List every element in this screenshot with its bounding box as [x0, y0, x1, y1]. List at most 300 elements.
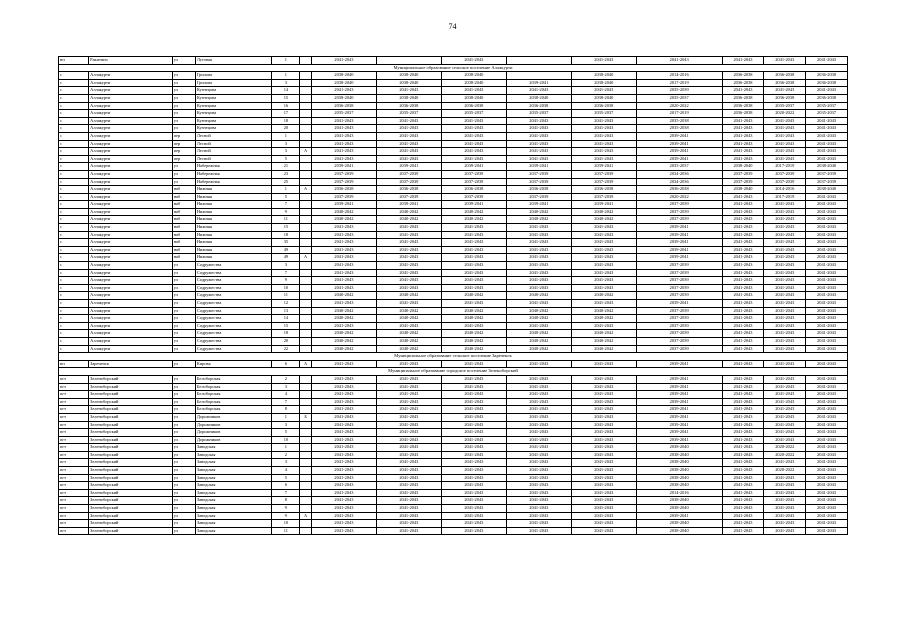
- table-cell: 2041-2043: [571, 224, 636, 232]
- table-cell: 2041-2043: [806, 140, 848, 148]
- table-cell: Аллакурти: [89, 102, 173, 110]
- table-cell: 2038-2040: [636, 451, 722, 459]
- table-cell: пгт: [59, 459, 89, 467]
- table-cell: Ракитино: [89, 57, 173, 65]
- table-cell: 2037-2039: [636, 284, 722, 292]
- table-row: [59, 474, 848, 482]
- table-cell: 23: [272, 170, 300, 178]
- table-cell: 2041-2043: [506, 140, 571, 148]
- table-cell: 2041-2043: [311, 284, 376, 292]
- table-cell: 2041-2043: [571, 497, 636, 505]
- table-cell: [300, 72, 312, 80]
- table-cell: 2041-2043: [806, 345, 848, 353]
- table-cell: 2020-2022: [764, 451, 806, 459]
- table-cell: 2036-2038: [722, 94, 764, 102]
- table-cell: 2039-2041: [636, 155, 722, 163]
- table-cell: 11: [272, 292, 300, 300]
- table-cell: Содружества: [195, 307, 272, 315]
- table-cell: 2041-2043: [441, 148, 506, 156]
- table-cell: 2041-2043: [806, 322, 848, 330]
- table-cell: 2041-2043: [722, 208, 764, 216]
- table-cell: Аллакурти: [89, 94, 173, 102]
- table-cell: 2041-2043: [441, 360, 506, 368]
- table-cell: 2: [272, 375, 300, 383]
- table-cell: 2041-2043: [376, 505, 441, 513]
- table-cell: ул: [172, 413, 195, 421]
- table-cell: 2036-2038: [806, 72, 848, 80]
- table-cell: Аллакурти: [89, 148, 173, 156]
- table-cell: 2041-2043: [806, 307, 848, 315]
- table-cell: Лесной: [195, 132, 272, 140]
- table-cell: 3: [272, 79, 300, 87]
- table-cell: 2036-2038: [806, 94, 848, 102]
- table-cell: 2038-2040: [806, 163, 848, 171]
- table-cell: наб: [172, 224, 195, 232]
- table-cell: Заводская: [195, 489, 272, 497]
- table-cell: 2038-2040: [636, 482, 722, 490]
- table-cell: с: [59, 254, 89, 262]
- table-row: [59, 262, 848, 270]
- table-cell: 2041-2043: [722, 117, 764, 125]
- table-cell: 2041-2043: [571, 231, 636, 239]
- table-cell: 2037-2039: [636, 269, 722, 277]
- table-cell: 2036-2038: [311, 102, 376, 110]
- table-cell: 2041-2043: [571, 360, 636, 368]
- table-cell: 2041-2043: [722, 429, 764, 437]
- table-cell: 2041-2043: [722, 512, 764, 520]
- table-cell: с: [59, 322, 89, 330]
- table-cell: 2041-2043: [571, 375, 636, 383]
- table-cell: 2041-2043: [376, 406, 441, 414]
- table-cell: 2038-2040: [311, 94, 376, 102]
- table-cell: 2041-2043: [376, 117, 441, 125]
- table-cell: 2041-2043: [571, 467, 636, 475]
- table-cell: 2041-2043: [764, 307, 806, 315]
- table-cell: 35: [272, 239, 300, 247]
- table-cell: пгт: [59, 467, 89, 475]
- table-cell: 2037-2039: [571, 170, 636, 178]
- table-cell: 2041-2043: [441, 482, 506, 490]
- table-cell: ул: [172, 284, 195, 292]
- table-cell: А: [300, 360, 312, 368]
- table-cell: 2038-2040: [311, 79, 376, 87]
- table-cell: 2038-2040: [636, 497, 722, 505]
- table-cell: 2038-2040: [571, 79, 636, 87]
- table-cell: ул: [172, 330, 195, 338]
- table-cell: 2041-2043: [506, 459, 571, 467]
- table-row: [59, 186, 848, 194]
- table-cell: 2041-2043: [441, 505, 506, 513]
- table-cell: 2040-2042: [571, 315, 636, 323]
- table-cell: Заводская: [195, 474, 272, 482]
- table-cell: 2035-2037: [764, 102, 806, 110]
- table-cell: 2041-2043: [441, 132, 506, 140]
- table-cell: 2041-2043: [571, 512, 636, 520]
- table-cell: с: [59, 246, 89, 254]
- table-cell: 2041-2043: [311, 459, 376, 467]
- table-cell: 2037-2039: [636, 216, 722, 224]
- table-cell: [300, 277, 312, 285]
- table-cell: нп: [59, 360, 89, 368]
- table-cell: [506, 57, 571, 65]
- table-cell: 2041-2043: [764, 140, 806, 148]
- table-cell: 2040-2042: [311, 345, 376, 353]
- table-cell: 2041-2043: [806, 360, 848, 368]
- table-cell: 2040-2042: [311, 330, 376, 338]
- table-row: [59, 231, 848, 239]
- table-cell: 2041-2043: [722, 505, 764, 513]
- table-cell: 2041-2043: [571, 406, 636, 414]
- table-cell: 2041-2043: [764, 262, 806, 270]
- table-cell: 2041-2043: [506, 375, 571, 383]
- table-cell: 2041-2043: [722, 231, 764, 239]
- table-cell: 2041-2043: [806, 398, 848, 406]
- table-cell: 2041-2043: [806, 459, 848, 467]
- table-cell: 2041-2043: [806, 451, 848, 459]
- table-cell: 2041-2043: [722, 57, 764, 65]
- table-cell: 2037-2039: [636, 307, 722, 315]
- table-cell: Заводская: [195, 482, 272, 490]
- table-cell: с: [59, 208, 89, 216]
- table-cell: Белоборская: [195, 398, 272, 406]
- table-cell: Зеленоборский: [89, 391, 173, 399]
- table-row: [59, 330, 848, 338]
- table-cell: 2037-2039: [506, 178, 571, 186]
- table-cell: 2039-2041: [311, 201, 376, 209]
- table-cell: ул: [172, 170, 195, 178]
- table-cell: с: [59, 72, 89, 80]
- table-cell: 2039-2041: [571, 201, 636, 209]
- table-cell: 2020-2022: [764, 444, 806, 452]
- table-cell: 2041-2043: [571, 140, 636, 148]
- table-cell: [300, 520, 312, 528]
- table-cell: 2041-2043: [806, 315, 848, 323]
- table-cell: с: [59, 148, 89, 156]
- table-cell: 2041-2043: [806, 216, 848, 224]
- table-cell: 2041-2043: [506, 87, 571, 95]
- table-cell: А: [300, 186, 312, 194]
- table-cell: 2041-2043: [571, 383, 636, 391]
- table-cell: Зеленоборский: [89, 398, 173, 406]
- table-cell: 2041-2043: [764, 231, 806, 239]
- table-cell: пер: [172, 132, 195, 140]
- table-cell: 2041-2043: [764, 413, 806, 421]
- table-cell: 2041-2043: [311, 148, 376, 156]
- table-cell: Дорожников: [195, 413, 272, 421]
- table-cell: пгт: [59, 413, 89, 421]
- table-cell: 2041-2043: [506, 132, 571, 140]
- table-cell: ул: [172, 375, 195, 383]
- table-cell: 2041-2043: [722, 125, 764, 133]
- table-cell: 2041-2043: [506, 436, 571, 444]
- table-cell: 2041-2043: [376, 375, 441, 383]
- table-cell: 2037-2039: [311, 193, 376, 201]
- table-cell: 7: [272, 201, 300, 209]
- table-row: [59, 322, 848, 330]
- table-cell: с: [59, 79, 89, 87]
- table-cell: 2035-2038: [636, 117, 722, 125]
- table-body: [59, 57, 848, 535]
- table-cell: 2037-2039: [441, 178, 506, 186]
- table-cell: Содружества: [195, 322, 272, 330]
- table-cell: Белоборская: [195, 383, 272, 391]
- table-cell: Аллакурти: [89, 79, 173, 87]
- table-cell: 2041-2043: [722, 330, 764, 338]
- table-cell: 2036-2038: [722, 102, 764, 110]
- table-cell: 2040-2042: [311, 208, 376, 216]
- table-cell: 10: [272, 436, 300, 444]
- table-cell: Набережная: [195, 170, 272, 178]
- table-cell: Зеленоборский: [89, 421, 173, 429]
- table-row: [59, 520, 848, 528]
- table-cell: ул: [172, 102, 195, 110]
- table-cell: Аллакурти: [89, 315, 173, 323]
- table-cell: 2041-2043: [311, 436, 376, 444]
- table-cell: 2041-2043: [506, 429, 571, 437]
- table-cell: 2041-2043: [764, 489, 806, 497]
- table-cell: 2041-2043: [764, 300, 806, 308]
- table-cell: Зеленоборский: [89, 489, 173, 497]
- table-cell: 2041-2043: [311, 360, 376, 368]
- table-cell: 2041-2043: [376, 467, 441, 475]
- table-cell: 2041-2043: [311, 444, 376, 452]
- table-cell: с: [59, 117, 89, 125]
- table-cell: 2041-2043: [764, 224, 806, 232]
- table-cell: 2034-2036: [636, 178, 722, 186]
- table-cell: 2041-2043: [764, 527, 806, 535]
- table-cell: Белоборская: [195, 391, 272, 399]
- table-row: [59, 79, 848, 87]
- table-cell: Содружества: [195, 277, 272, 285]
- table-cell: Аллакурти: [89, 155, 173, 163]
- table-cell: 2041-2043: [806, 208, 848, 216]
- table-cell: Зеленоборский: [89, 512, 173, 520]
- table-cell: 2041-2043: [311, 489, 376, 497]
- table-cell: 2041-2043: [722, 451, 764, 459]
- table-cell: 2041-2043: [311, 512, 376, 520]
- table-cell: 13: [272, 307, 300, 315]
- table-cell: 14: [272, 87, 300, 95]
- table-cell: 2041-2043: [506, 254, 571, 262]
- table-cell: 2041-2043: [764, 375, 806, 383]
- table-cell: 6: [272, 360, 300, 368]
- table-cell: [300, 307, 312, 315]
- table-cell: 2041-2043: [311, 57, 376, 65]
- table-cell: Аллакурти: [89, 186, 173, 194]
- table-cell: 2041-2043: [376, 132, 441, 140]
- table-cell: 2041-2043: [806, 512, 848, 520]
- table-cell: 1: [272, 72, 300, 80]
- table-cell: 8: [272, 497, 300, 505]
- table-cell: 2041-2043: [571, 87, 636, 95]
- table-cell: 2039-2041: [636, 239, 722, 247]
- table-cell: 2035-2039: [636, 87, 722, 95]
- table-cell: Нижняя: [195, 239, 272, 247]
- table-cell: [300, 87, 312, 95]
- table-cell: с: [59, 284, 89, 292]
- table-cell: 2041-2043: [764, 345, 806, 353]
- table-cell: 2037-2039: [441, 170, 506, 178]
- table-cell: 2041-2043: [441, 224, 506, 232]
- table-cell: пгт: [59, 406, 89, 414]
- table-cell: [300, 193, 312, 201]
- table-cell: с: [59, 102, 89, 110]
- table-cell: с: [59, 292, 89, 300]
- table-cell: 2014-2016: [636, 489, 722, 497]
- table-cell: [300, 505, 312, 513]
- table-cell: [300, 163, 312, 171]
- table-cell: ул: [172, 360, 195, 368]
- table-cell: 10: [272, 520, 300, 528]
- table-cell: [300, 436, 312, 444]
- table-cell: 2037-2039: [506, 170, 571, 178]
- table-cell: 2041-2043: [311, 383, 376, 391]
- table-cell: 2040-2042: [311, 216, 376, 224]
- table-row: [59, 482, 848, 490]
- table-cell: 2041-2043: [311, 246, 376, 254]
- table-cell: 2035-2037: [636, 94, 722, 102]
- table-cell: 2041-2043: [722, 201, 764, 209]
- table-cell: с: [59, 110, 89, 118]
- table-cell: ул: [172, 94, 195, 102]
- table-cell: Содружества: [195, 269, 272, 277]
- table-cell: 2041-2043: [311, 125, 376, 133]
- table-cell: 2035-2037: [571, 110, 636, 118]
- table-cell: пгт: [59, 505, 89, 513]
- table-cell: 2041-2043: [764, 322, 806, 330]
- table-cell: 2041-2043: [376, 300, 441, 308]
- table-cell: 2041-2043: [376, 125, 441, 133]
- table-cell: 2037-2039: [636, 330, 722, 338]
- table-row: [59, 125, 848, 133]
- table-cell: 2040-2042: [571, 216, 636, 224]
- table-cell: [300, 451, 312, 459]
- table-cell: 2041-2043: [571, 254, 636, 262]
- table-cell: 2014-2016: [636, 72, 722, 80]
- table-cell: Зеленоборский: [89, 482, 173, 490]
- table-cell: [300, 459, 312, 467]
- table-cell: 2041-2043: [506, 231, 571, 239]
- table-cell: 2039-2041: [441, 163, 506, 171]
- table-cell: с: [59, 140, 89, 148]
- table-cell: 2040-2042: [441, 345, 506, 353]
- table-cell: 2041-2043: [311, 132, 376, 140]
- table-cell: 2041-2043: [571, 505, 636, 513]
- table-cell: с: [59, 186, 89, 194]
- table-cell: 2041-2043: [571, 125, 636, 133]
- table-cell: 2041-2043: [571, 300, 636, 308]
- table-cell: [300, 94, 312, 102]
- table-cell: ул: [172, 391, 195, 399]
- table-cell: 2041-2043: [506, 398, 571, 406]
- table-cell: с: [59, 269, 89, 277]
- table-cell: 1: [272, 57, 300, 65]
- table-row: [59, 527, 848, 535]
- table-cell: ул: [172, 489, 195, 497]
- table-cell: 2041-2043: [806, 125, 848, 133]
- table-cell: 2041-2043: [376, 444, 441, 452]
- table-cell: Зеленоборский: [89, 474, 173, 482]
- table-row: [59, 132, 848, 140]
- table-cell: Аллакурти: [89, 87, 173, 95]
- table-cell: 2040-2042: [571, 330, 636, 338]
- table-cell: 2041-2043: [722, 87, 764, 95]
- table-cell: 18: [272, 330, 300, 338]
- table-cell: 2041-2043: [722, 307, 764, 315]
- table-cell: 2041-2043: [722, 413, 764, 421]
- table-cell: Дорожников: [195, 421, 272, 429]
- table-cell: с: [59, 300, 89, 308]
- table-cell: Кузнецова: [195, 125, 272, 133]
- table-cell: 2036-2038: [722, 79, 764, 87]
- table-cell: Аллакурти: [89, 284, 173, 292]
- table-cell: 2041-2043: [441, 497, 506, 505]
- table-cell: пгт: [59, 489, 89, 497]
- table-cell: [300, 383, 312, 391]
- table-cell: наб: [172, 231, 195, 239]
- table-cell: 2041-2043: [571, 155, 636, 163]
- table-cell: Аллакурти: [89, 231, 173, 239]
- table-cell: 2041-2043: [806, 413, 848, 421]
- table-cell: Зеленоборский: [89, 467, 173, 475]
- table-cell: с: [59, 125, 89, 133]
- table-cell: [300, 322, 312, 330]
- table-cell: 2041-2043: [441, 398, 506, 406]
- table-cell: 2041-2043: [376, 413, 441, 421]
- table-cell: Содружества: [195, 284, 272, 292]
- table-cell: ул: [172, 110, 195, 118]
- table-cell: пгт: [59, 391, 89, 399]
- table-cell: 2041-2043: [806, 87, 848, 95]
- table-row: [59, 155, 848, 163]
- table-cell: 2041-2043: [441, 57, 506, 65]
- table-cell: 2036-2038: [571, 102, 636, 110]
- table-cell: 2041-2043: [571, 429, 636, 437]
- table-cell: 2041-2043: [506, 444, 571, 452]
- table-cell: 18: [272, 231, 300, 239]
- table-cell: 2041-2043: [764, 421, 806, 429]
- table-cell: 2037-2039: [806, 170, 848, 178]
- table-cell: 2036-2038: [376, 102, 441, 110]
- table-cell: 2039-2041: [636, 231, 722, 239]
- table-cell: 2041-2043: [806, 269, 848, 277]
- table-cell: 2041-2043: [764, 216, 806, 224]
- table-row: [59, 246, 848, 254]
- table-cell: 2041-2043: [441, 239, 506, 247]
- table-cell: пгт: [59, 451, 89, 459]
- table-cell: 2040-2042: [506, 315, 571, 323]
- table-cell: 2040-2042: [506, 216, 571, 224]
- table-cell: 2041-2043: [441, 436, 506, 444]
- table-cell: 2041-2043: [311, 87, 376, 95]
- table-cell: 2041-2043: [441, 489, 506, 497]
- table-cell: 2: [272, 451, 300, 459]
- table-cell: 5: [272, 474, 300, 482]
- table-cell: 2041-2043: [722, 216, 764, 224]
- table-cell: с: [59, 330, 89, 338]
- table-cell: Нижняя: [195, 254, 272, 262]
- table-cell: ул: [172, 262, 195, 270]
- table-cell: 2041-2043: [571, 482, 636, 490]
- table-row: [59, 391, 848, 399]
- table-cell: Аллакурти: [89, 337, 173, 345]
- table-cell: [300, 140, 312, 148]
- table-row: [59, 360, 848, 368]
- table-row: [59, 345, 848, 353]
- table-cell: 9: [272, 512, 300, 520]
- table-row: [59, 178, 848, 186]
- table-cell: 2037-2039: [571, 178, 636, 186]
